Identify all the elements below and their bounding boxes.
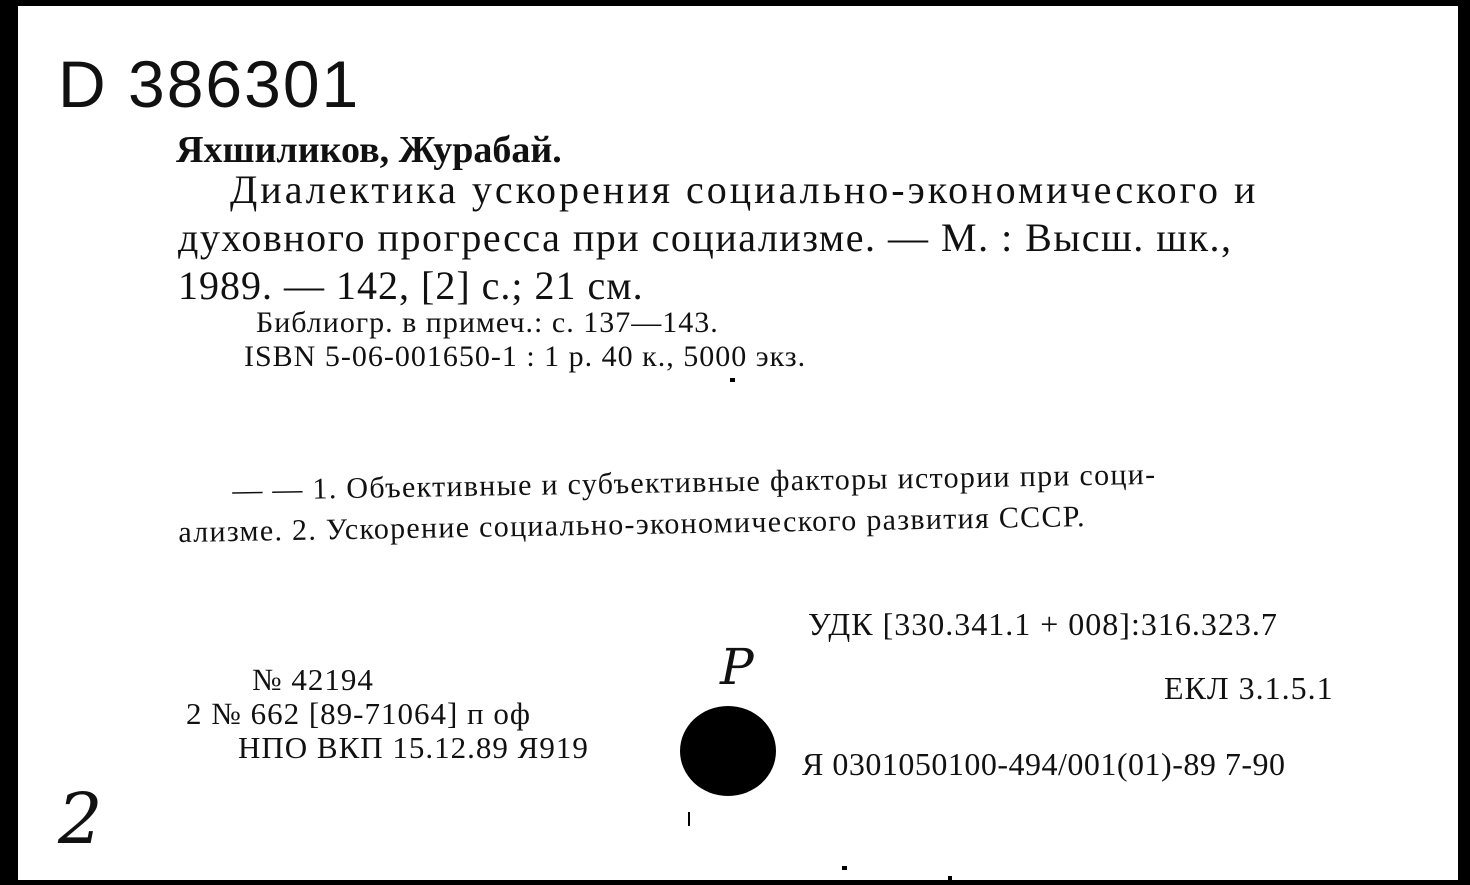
- scan-border-right: [1458, 0, 1470, 885]
- subjects-line-1: — — 1. Объективные и субъективные факторы истории при соци-: [232, 457, 1157, 507]
- ink-speck: [948, 876, 952, 880]
- catalog-card: [18, 6, 1458, 880]
- ya-code: Я 0301050100-494/001(01)-89 7-90: [802, 746, 1286, 782]
- bibliography-note: Библиогр. в примеч.: с. 137—143.: [256, 306, 719, 339]
- record-number: № 42194: [252, 662, 374, 697]
- isbn-line: ISBN 5-06-001650-1 : 1 р. 40 к., 5000 экз.: [244, 340, 807, 373]
- call-number: D 386301: [58, 47, 361, 121]
- order-line: 2 № 662 [89-71064] п оф: [186, 696, 531, 731]
- title-line-1: Диалектика ускорения социально-экономического и: [230, 167, 1259, 212]
- scan-border-bottom: [0, 880, 1470, 885]
- title-line-2: духовного прогресса при социализме. — М. : Высш. шк.,: [178, 215, 1233, 260]
- udk-code: УДК [330.341.1 + 008]:316.323.7: [808, 606, 1278, 642]
- npo-line: НПО ВКП 15.12.89 Я919: [238, 730, 589, 765]
- title-line-3: 1989. — 142, [2] с.; 21 см.: [178, 263, 644, 308]
- ink-speck: [730, 378, 735, 382]
- ink-speck: [688, 812, 690, 826]
- ekl-code: ЕКЛ 3.1.5.1: [1164, 670, 1334, 706]
- handwritten-mark: Р: [720, 638, 754, 696]
- punch-hole-dot: [680, 706, 776, 796]
- author: Яхшиликов, Журабай.: [176, 129, 562, 171]
- scan-border-left: [0, 0, 18, 885]
- ink-speck: [842, 866, 847, 870]
- subjects-line-2: ализме. 2. Ускорение социально-экономического развития СССР.: [178, 500, 1087, 549]
- handwritten-number: 2: [58, 778, 103, 860]
